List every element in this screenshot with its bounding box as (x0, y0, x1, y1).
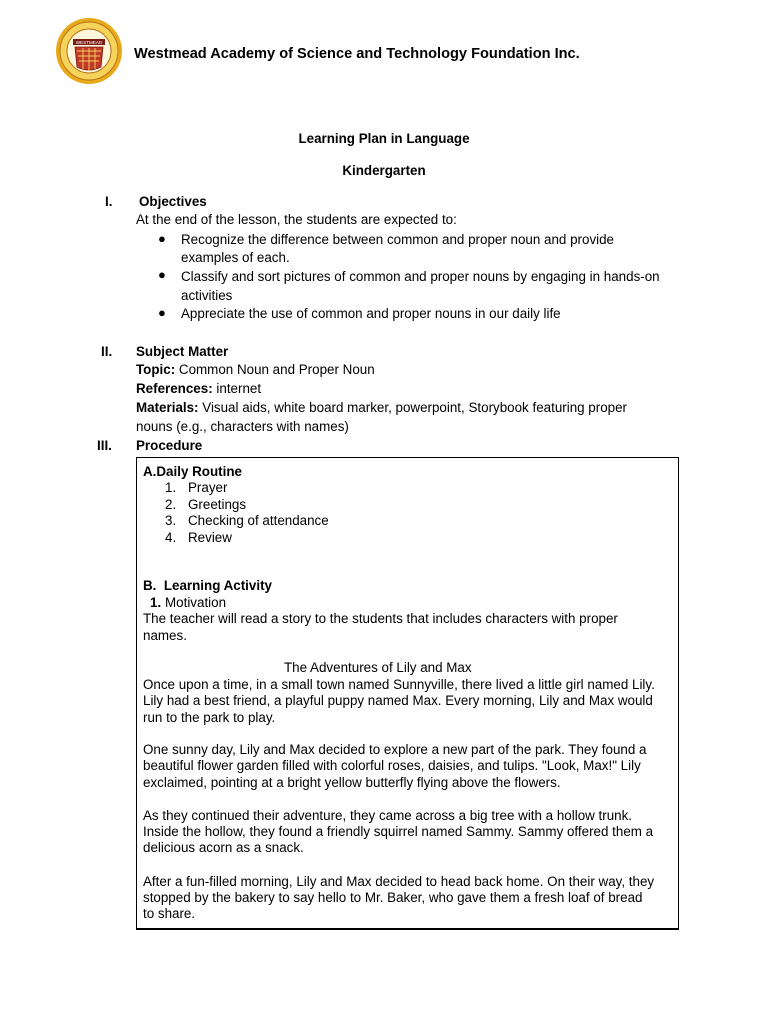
section-numeral-procedure: III. (97, 438, 112, 453)
story-p4-line3: to share. (143, 906, 196, 921)
bullet-icon: ● (158, 231, 166, 246)
subject-matter-heading: Subject Matter (136, 344, 229, 359)
references-value: internet (216, 381, 262, 396)
bullet-icon: ● (158, 305, 166, 320)
routine-num-3: 3. (165, 513, 177, 528)
objective-item-2-line1: Classify and sort pictures of common and proper nouns by engaging in hands-on (181, 269, 660, 284)
routine-item-review: Review (188, 530, 232, 545)
section-numeral-subject-matter: II. (101, 344, 113, 359)
objectives-heading: Objectives (139, 194, 207, 209)
bullet-icon: ● (158, 267, 166, 282)
motivation-label: Motivation (165, 595, 227, 610)
story-p3-line3: delicious acorn as a snack. (143, 840, 304, 855)
references-line (136, 381, 261, 396)
motivation-intro-line1: The teacher will read a story to the students that includes characters with proper (143, 611, 618, 626)
story-p2-line3: exclaimed, pointing at a bright yellow butterfly flying above the flowers. (143, 775, 561, 790)
story-p4-line2: stopped by the bakery to say hello to Mr. Baker, who gave them a fresh loaf of bread (143, 890, 643, 905)
materials-label: Materials: (136, 400, 199, 415)
objective-item-3: Appreciate the use of common and proper nouns in our daily life (181, 306, 561, 321)
story-title: The Adventures of Lily and Max (284, 660, 472, 675)
routine-num-4: 4. (165, 530, 177, 545)
materials-line2: nouns (e.g., characters with names) (136, 419, 349, 434)
references-label: References: (136, 381, 213, 396)
grade-level: Kindergarten (342, 163, 426, 178)
story-p4-line1: After a fun-filled morning, Lily and Max decided to head back home. On their way, they (143, 874, 655, 889)
story-p3-line2: Inside the hollow, they found a friendly squirrel named Sammy. Sammy offered them a (143, 824, 654, 839)
routine-num-2: 2. (165, 497, 177, 512)
learning-activity-heading: B. Learning Activity (143, 578, 272, 593)
section-numeral-objectives: I. (105, 194, 113, 209)
routine-item-greetings: Greetings (188, 497, 247, 512)
routine-item-prayer: Prayer (188, 480, 228, 495)
story-p1-line3: run to the park to play. (143, 710, 276, 725)
motivation-number: 1. (150, 595, 162, 610)
document-title: Learning Plan in Language (298, 131, 470, 146)
story-p1-line1: Once upon a time, in a small town named Sunnyville, there lived a little girl named Lily. (143, 677, 655, 692)
school-logo-icon (55, 17, 123, 85)
objective-item-1-line2: examples of each. (181, 250, 290, 265)
story-p2-line1: One sunny day, Lily and Max decided to explore a new part of the park. They found a (143, 742, 647, 757)
school-name: Westmead Academy of Science and Technology Foundation Inc. (134, 46, 580, 62)
story-p2-line2: beautiful flower garden filled with colorful roses, daisies, and tulips. "Look, Max!" Lily (143, 758, 641, 773)
objective-item-1-line1: Recognize the difference between common and proper noun and provide (181, 232, 615, 247)
topic-label: Topic: (136, 362, 176, 377)
topic-line (136, 362, 375, 377)
materials-value: Visual aids, white board marker, powerpoint, Storybook featuring proper (202, 400, 628, 415)
routine-num-1: 1. (165, 480, 177, 495)
motivation-intro-line2: names. (143, 628, 187, 643)
daily-routine-heading: A.Daily Routine (143, 464, 242, 479)
objectives-intro: At the end of the lesson, the students are expected to: (136, 212, 457, 227)
topic-value: Common Noun and Proper Noun (178, 362, 375, 377)
svg-text:WESTMEAD: WESTMEAD (75, 40, 103, 45)
procedure-heading: Procedure (136, 438, 203, 453)
routine-item-attendance: Checking of attendance (188, 513, 329, 528)
story-p3-line1: As they continued their adventure, they came across a big tree with a hollow trunk. (143, 808, 633, 823)
materials-line (136, 400, 627, 415)
story-p1-line2: Lily had a best friend, a playful puppy named Max. Every morning, Lily and Max would (143, 693, 653, 708)
objective-item-2-line2: activities (181, 288, 233, 303)
